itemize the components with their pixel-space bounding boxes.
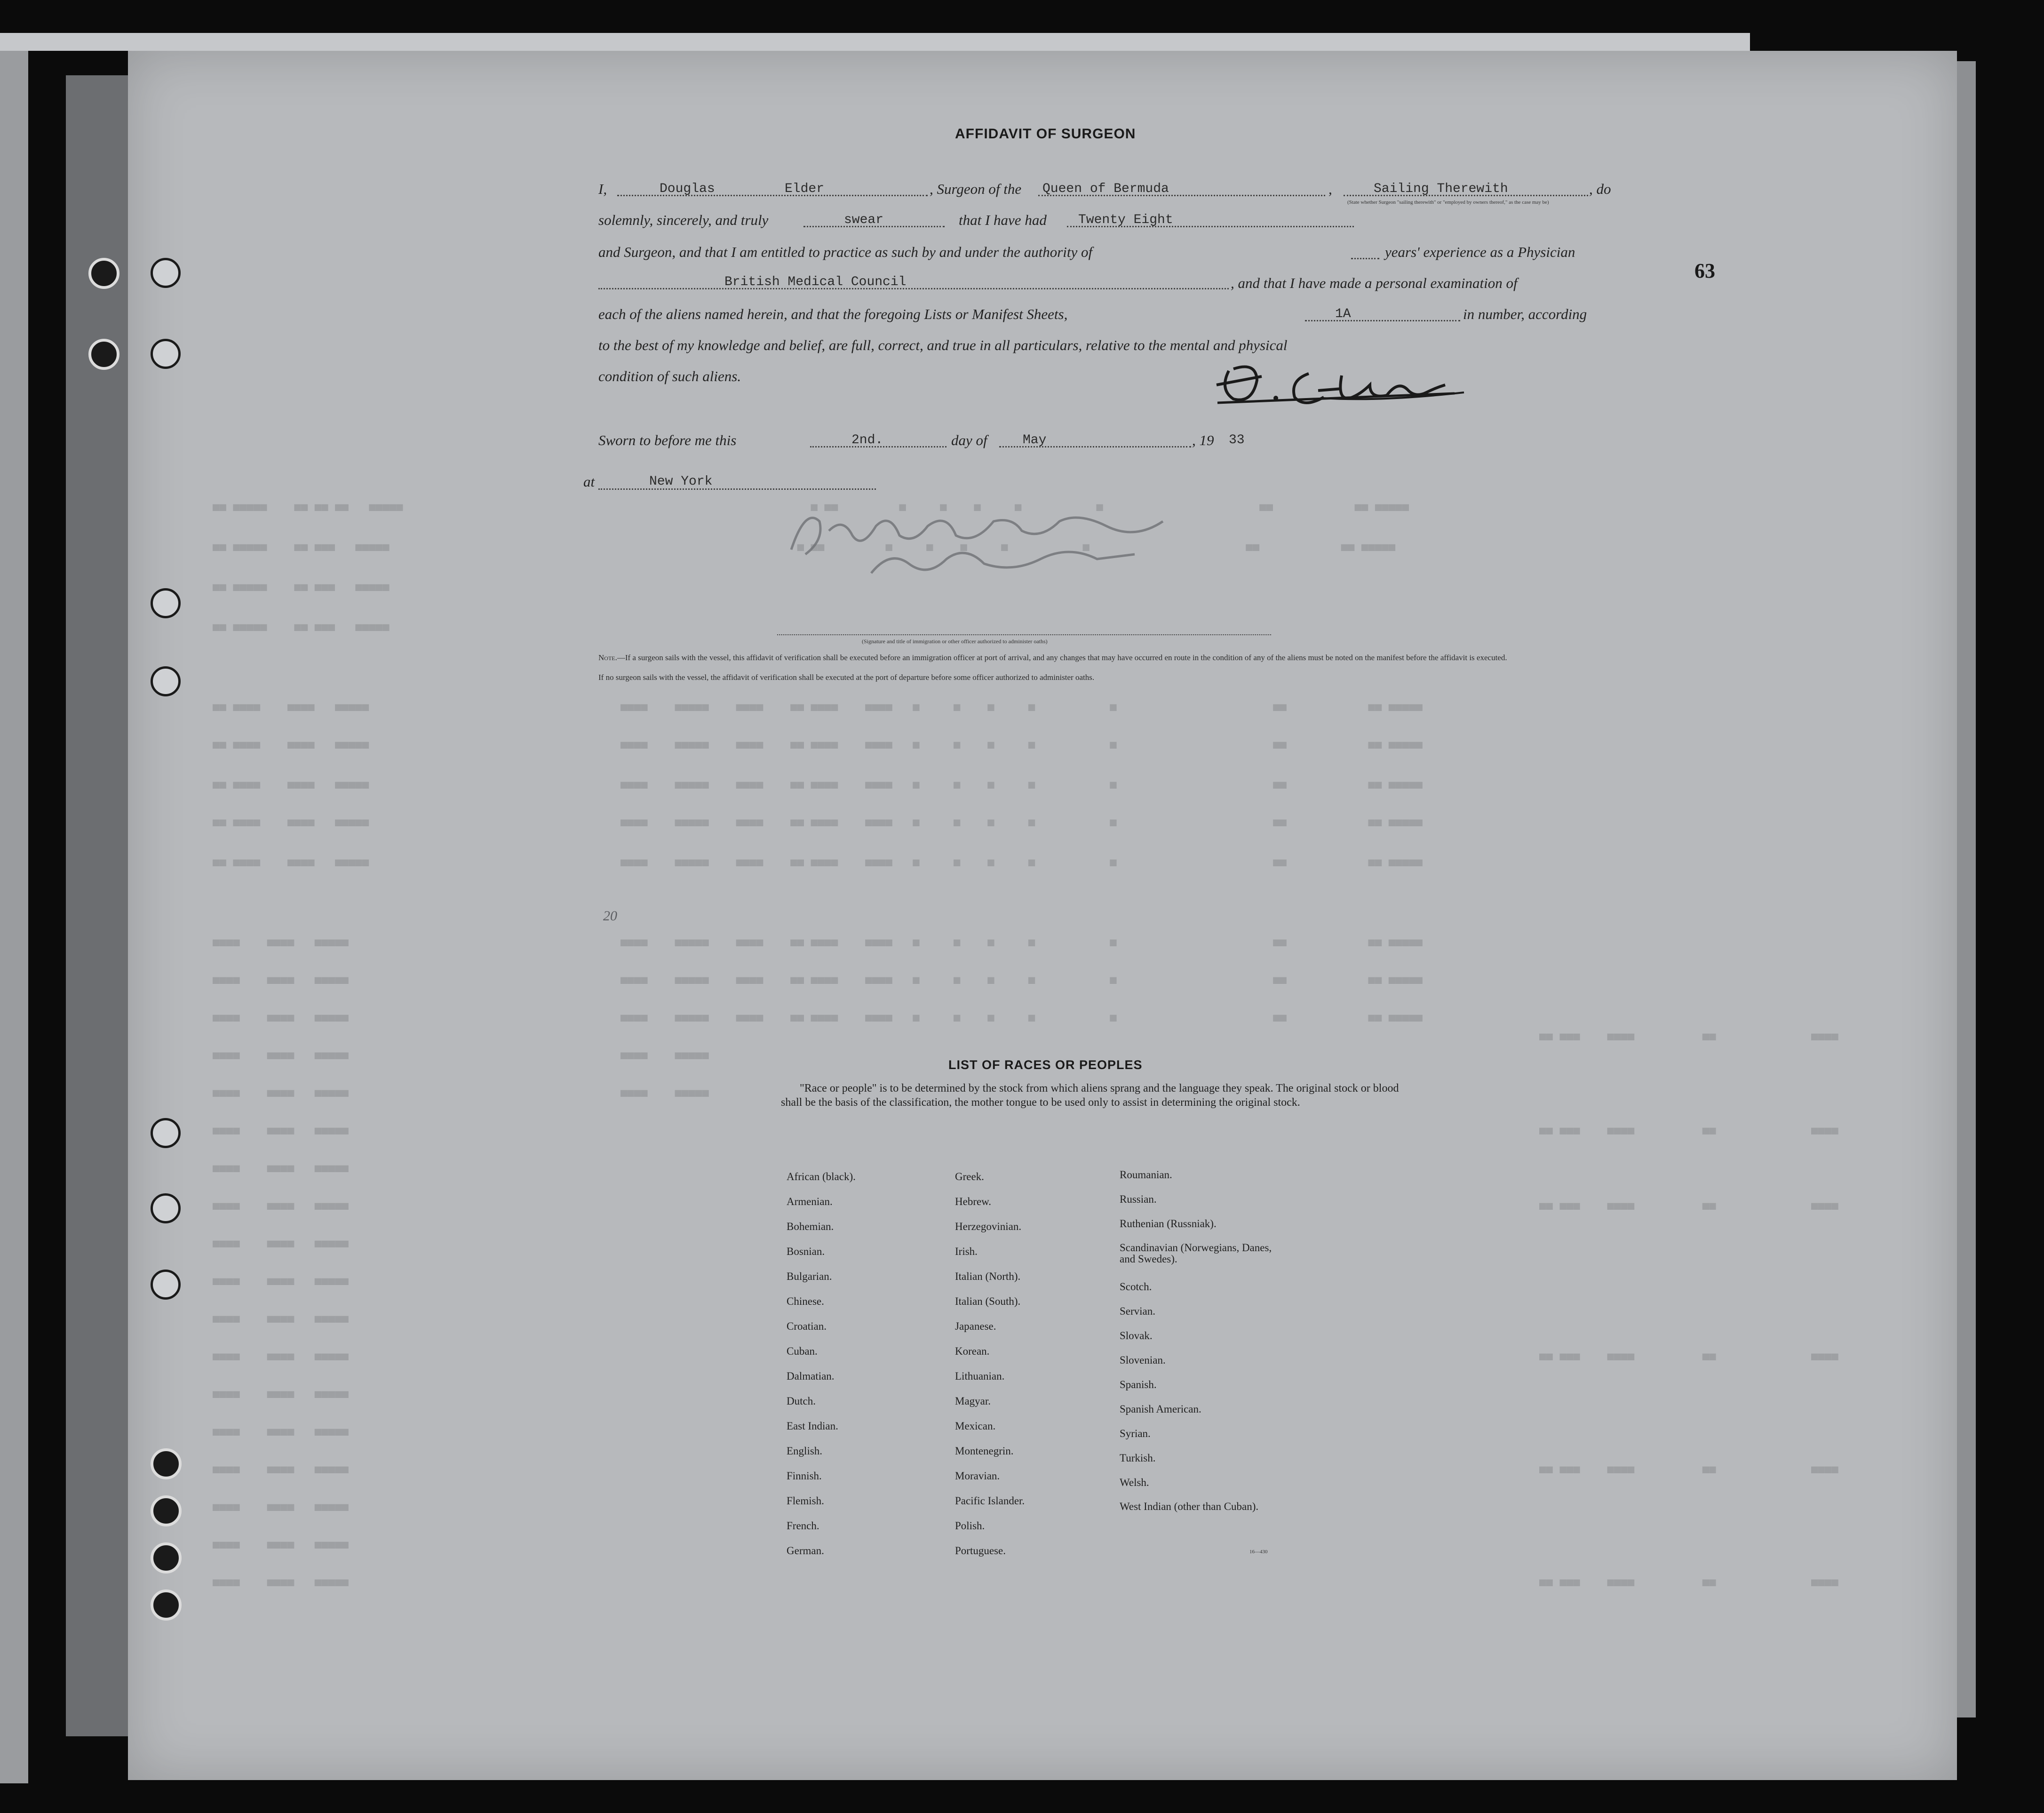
race-item: Welsh. — [1120, 1477, 1149, 1488]
race-item: Bohemian. — [787, 1221, 834, 1232]
comma: , — [1328, 181, 1332, 197]
race-item: Herzegovinian. — [955, 1221, 1022, 1232]
sheet-number: 63 — [1694, 259, 1715, 282]
year-prefix: , 19 — [1192, 432, 1214, 448]
binder-hole — [151, 1589, 182, 1621]
page-right-edge — [1957, 61, 1976, 1717]
race-item: Slovenian. — [1120, 1354, 1166, 1366]
affidavit-note — [580, 653, 1624, 663]
race-item: Syrian. — [1120, 1428, 1151, 1439]
sheet-count-rule — [1305, 320, 1460, 321]
race-item: Slovak. — [1120, 1330, 1153, 1342]
race-item: Polish. — [955, 1520, 985, 1532]
race-item: German. — [787, 1545, 824, 1557]
race-item: Bosnian. — [787, 1246, 825, 1257]
race-item: Greek. — [955, 1171, 984, 1182]
race-item: Lithuanian. — [955, 1370, 1005, 1382]
binder-hole — [151, 1495, 182, 1526]
surgeon-first-name: Douglas — [660, 182, 715, 196]
affidavit-and-surgeon: and Surgeon, and that I am entitled to practice as such by and under the authority of — [598, 244, 1093, 260]
race-item: Armenian. — [787, 1196, 833, 1207]
affidavit-each-alien: each of the aliens named herein, and that the foregoing Lists or Manifest Sheets, — [598, 306, 1068, 322]
place-rule — [598, 488, 876, 490]
race-item: Italian (North). — [955, 1270, 1021, 1282]
race-item: Japanese. — [955, 1320, 996, 1332]
race-item: Pacific Islander. — [955, 1495, 1025, 1507]
sworn-place: New York — [649, 474, 713, 489]
race-item: Bulgarian. — [787, 1270, 832, 1282]
race-item: Magyar. — [955, 1395, 991, 1407]
race-item: Montenegrin. — [955, 1445, 1014, 1457]
race-item: Scotch. — [1120, 1281, 1152, 1293]
race-item: Cuban. — [787, 1345, 818, 1357]
binder-hole — [88, 258, 119, 289]
officer-signature-rule — [777, 634, 1271, 635]
day-of-label: day of — [951, 432, 987, 448]
margin-pencil-mark: 20 — [603, 908, 617, 924]
race-item: English. — [787, 1445, 823, 1457]
status-instruction: (State whether Surgeon "sailing therewith" or "employed by owners thereof," as the case may be) — [1347, 200, 1549, 205]
at-label: at — [583, 473, 595, 490]
binder-hole — [151, 666, 181, 696]
race-item: Dutch. — [787, 1395, 816, 1407]
race-item: Spanish. — [1120, 1379, 1157, 1390]
races-title: LIST OF RACES OR PEOPLES — [948, 1058, 1143, 1072]
years-experience: Twenty Eight — [1078, 213, 1173, 227]
sworn-label: Sworn to before me this — [598, 432, 737, 448]
affidavit-condition: condition of such aliens. — [598, 368, 741, 384]
race-item: Roumanian. — [1120, 1169, 1172, 1181]
binder-hole — [151, 258, 181, 288]
binder-hole — [151, 1448, 182, 1479]
page-binding-shadow — [66, 75, 128, 1736]
affidavit-best-knowledge: to the best of my knowledge and belief, are full, correct, and true in all particulars, relative to the mental and physical — [598, 337, 1288, 353]
top-page-edge — [0, 33, 1750, 51]
binder-hole — [151, 1542, 182, 1573]
note-label: Note. — [598, 653, 617, 662]
race-item: Hebrew. — [955, 1196, 992, 1207]
races-intro: "Race or people" is to be determined by the stock from which aliens sprang and the language they speak. The original stock or blood shall be the basis of the classification, the mother tongue to be used only to assist in determining the original stock. — [781, 1082, 1399, 1109]
binder-hole — [151, 1118, 181, 1148]
binder-hole — [151, 1270, 181, 1300]
race-item: French. — [787, 1520, 819, 1532]
surgeon-of-label: , Surgeon of the — [930, 181, 1022, 197]
race-item: Servian. — [1120, 1305, 1156, 1317]
race-item: Moravian. — [955, 1470, 1000, 1482]
race-item: Irish. — [955, 1246, 978, 1257]
ship-name: Queen of Bermuda — [1042, 182, 1169, 196]
race-item: Finnish. — [787, 1470, 822, 1482]
authority-rule — [598, 288, 1229, 289]
sworn-day: 2nd. — [851, 433, 883, 447]
affidavit-lead-i: I, — [598, 181, 607, 197]
examination-label: , and that I have made a personal examination of — [1231, 275, 1518, 291]
race-item: Italian (South). — [955, 1295, 1021, 1307]
race-item: Portuguese. — [955, 1545, 1006, 1557]
form-code: 16—430 — [1249, 1549, 1268, 1555]
race-item: Dalmatian. — [787, 1370, 835, 1382]
race-item: Scandinavian (Norwegians, Danes, and Swedes). — [1120, 1242, 1272, 1265]
race-item: African (black). — [787, 1171, 856, 1182]
officer-caption: (Signature and title of immigration or other officer authorized to administer oaths) — [862, 638, 1048, 645]
race-item: West Indian (other than Cuban). — [1120, 1501, 1259, 1512]
have-had-label: that I have had — [959, 212, 1047, 228]
in-number-label: in number, according — [1463, 306, 1587, 322]
binder-hole — [88, 339, 119, 370]
race-item: Croatian. — [787, 1320, 827, 1332]
manifest-page: ■■ ■■■■■ ■■ ■■ ■■ ■■■■■ ■ ■■ ■ ■ ■ ■ ■ ■■ ■■ ■■■■■ ■■ ■■■■■ ■■ ■■■ ■■■■■ ■ ■■ ■ ■ ■ ■ ■ ■■ ■■ ■■■■■ ■■ ■■■■■ ■■ ■■■ ■■■■■ ■■ ■■■■■ ■■ ■■■ ■■■■■ ■■ ■■■■ ■■■■ ■■■■■ ■■■■ ■■■■■ ■■■■ ■■ ■■■■ ■■■■ ■ ■ ■ ■ ■ ■■ ■■ ■■■■■ ■■ ■■■■ ■■■■ ■■■■■ ■■■■ ■■■■■ ■■■■ ■■ ■■■■ ■■■■ ■ ■ ■ ■ ■ ■■ ■■ ■■■■■ ■■ ■■■■ ■■■■ ■■■■■ ■■■■ ■■■■■ ■■■■ ■■ ■■■■ ■■■■ ■ ■ ■ ■ ■ ■■ ■■ ■■■■■ ■■ ■■■■ ■■■■ ■■■■■ ■■■■ ■■■■■ ■■■■ ■■ ■■■■ ■■■■ ■ ■ ■ ■ ■ ■■ ■■ ■■■■■ ■■ ■■■■ ■■■■ ■■■■■ ■■■■ ■■■■■ ■■■■ ■■ ■■■■ ■■■■ ■ ■ ■ ■ ■ ■■ ■■ ■■■■■ ■■■■ ■■■■ ■■■■■ ■■■■ ■■■■■ ■■■■ ■■ ■■■■ ■■■■ ■ ■ ■ ■ ■ ■■ ■■ ■■■■■ ■■■■ ■■■■ ■■■■■ ■■■■ ■■■■■ ■■■■ ■■ ■■■■ ■■■■ ■ ■ ■ ■ ■ ■■ ■■ ■■■■■ ■■■■ ■■■■ ■■■■■ ■■■■ ■■■■■ ■■■■ ■■ ■■■■ ■■■■ ■ ■ ■ ■ ■ ■■ ■■ ■■■■■ ■■■■ ■■■■ ■■■■■ ■■■■ ■■■■■ ■■■■ ■■■■ ■■■■■ ■■■■ ■■■■■ ■■■■ ■■■■ ■■■■■ ■■■■ ■■■■ ■■■■■ ■■■■ ■■■■ ■■■■■ ■■■■ ■■■■ ■■■■■ ■■■■ ■■■■ ■■■■■ ■■■■ ■■■■ ■■■■■ ■■■■ ■■■■ ■■■■■ ■■■■ ■■■■ ■■■■■ ■■■■ ■■■■ ■■■■■ ■■■■ ■■■■ ■■■■■ ■■■■ ■■■■ ■■■■■ ■■■■ ■■■■ ■■■■■ ■■■■ ■■■■ ■■■■■ ■■ ■■■ ■■■■ ■■ ■■■■ ■■ ■■■ ■■■■ ■■ ■■■■ ■■ ■■■ ■■■■ ■■ ■■■■ ■■ ■■■ ■■■■ ■■ ■■■■ ■■ ■■■ ■■■■ ■■ ■■■■ ■■ ■■■ ■■■■ ■■ ■■■■ AFFIDAVIT OF SURGEON 63 I, Douglas Elder , Surgeon of the Queen of Bermuda , Sailing Therewith , do (State whether Surgeon "sailing therewith" or "employed by owners thereof," as the case may be) solemnly, sincerely, and truly swear that I have had Twenty Eight and Surgeon, and that I am entitled to practice as such by and under the authority of years' experience as a Physician British Medical Council , and that I have made a personal examination of each of the aliens named herein, and that the foregoing Lists or Manifest Sheets, 1A in number, according to the best of my knowledge and belief, are full, correct, and true in all particulars, relative to the mental and physical condition of such aliens. Sworn to before me this 2nd. day of May , 19 33 at New York (Signature and title of immigration or other officer authorized to administer oaths) Note.—If a surgeon sails with the vessel, this affidavit of verification shall be executed before an immigration officer at port of arrival, and any changes that may have occurred en route in the condition of any of the aliens must be noted on the manifest before the affidavit is executed. If no surgeon sails with the vessel, the affidavit of verification shall be executed at the port of departure before some officer authorized to administer oaths. 20 LIST OF RACES OR PEOPLES "Race or people" is to be determined by the stock from which aliens sprang and the language they speak. The original stock or blood shall be the basis of the classification, the mother tongue to be used only to assist in determining the original stock. African (black). Armenian. Bohemian. Bosnian. Bulgarian. Chinese. Croatian. Cuban. Dalmatian. Dutch. East Indian. English. Finnish. Flemish. French. German. Greek. Hebrew. Herzegovinian. Irish. Italian (North). Italian (South). Japanese. Korean. Lithuanian. Magyar. Mexican. Montenegrin. Moravian. Pacific Islander. Polish. Portuguese. Roumanian. Russian. Ruthenian (Russniak). Scandinavian (Norwegians, Danes, and Swedes). Scotch. Servian. Slovak. Slovenian. Spanish. Spanish American. Syrian. Turkish. Welsh. West Indian (other than Cuban). 16—430 — [128, 51, 1957, 1780]
affidavit-title: AFFIDAVIT OF SURGEON — [955, 126, 1136, 142]
surgeon-last-name: Elder — [785, 182, 825, 196]
race-item: Chinese. — [787, 1295, 824, 1307]
surgeon-signature — [1201, 352, 1558, 413]
note-surgeon-sails: —If a surgeon sails with the vessel, this affidavit of verification shall be executed before an immigration officer at port of arrival, and any changes that may have occurred en route in the condition of any of the aliens must be noted on the manifest before the affidavit is executed. — [617, 653, 1507, 662]
binder-hole — [151, 1193, 181, 1223]
race-item: Flemish. — [787, 1495, 824, 1507]
authority-rule-start — [1351, 258, 1379, 259]
sworn-year: 33 — [1229, 433, 1245, 447]
do-label: , do — [1589, 181, 1611, 197]
race-item: Ruthenian (Russniak). — [1120, 1218, 1217, 1230]
left-page-edge — [0, 42, 28, 1783]
note-no-surgeon: If no surgeon sails with the vessel, the affidavit of verification shall be executed at the port of departure before some officer authorized to administer oaths. — [598, 673, 1095, 682]
years-experience-label: years' experience as a Physician — [1385, 244, 1575, 260]
race-item: Russian. — [1120, 1193, 1157, 1205]
surgeon-status: Sailing Therewith — [1374, 182, 1508, 196]
race-item: Korean. — [955, 1345, 990, 1357]
sheet-count: 1A — [1335, 307, 1351, 321]
binder-hole — [151, 588, 181, 618]
binder-hole — [151, 339, 181, 369]
officer-signature — [777, 493, 1248, 587]
oath-type: swear — [844, 213, 884, 227]
race-item: Spanish American. — [1120, 1403, 1201, 1415]
affidavit-solemnly: solemnly, sincerely, and truly — [598, 212, 769, 228]
race-item: Mexican. — [955, 1420, 996, 1432]
sworn-month: May — [1023, 433, 1047, 447]
race-item: Turkish. — [1120, 1452, 1156, 1464]
licensing-authority: British Medical Council — [724, 275, 907, 289]
race-item: East Indian. — [787, 1420, 838, 1432]
